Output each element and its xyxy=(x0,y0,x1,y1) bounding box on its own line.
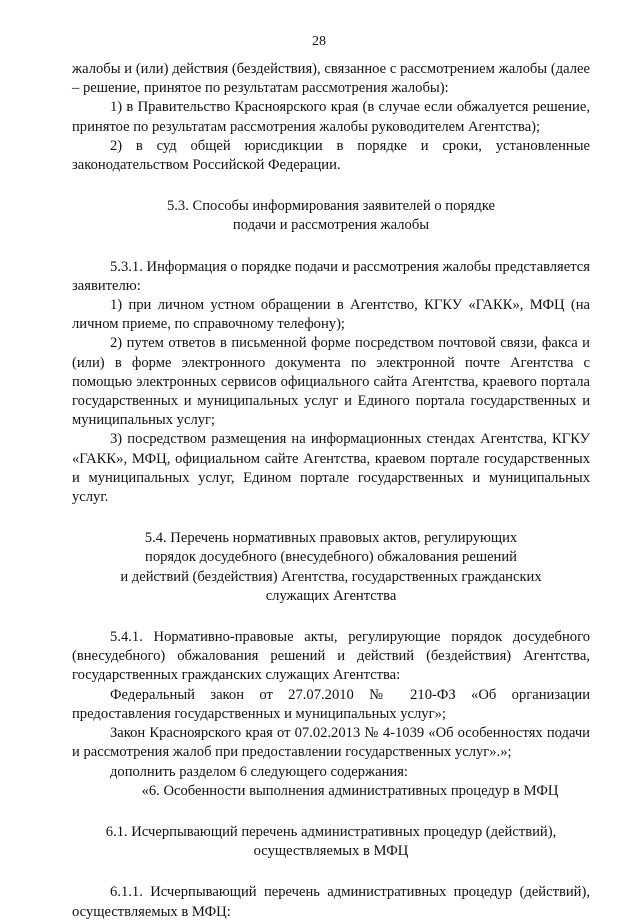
heading-line: 5.3. Способы информирования заявителей о порядке xyxy=(166,198,496,215)
list-item: 1) при личном устном обращении в Агентство, КГКУ «ГАКК», МФЦ (на личном приеме, по справочному телефону); xyxy=(72,297,590,333)
paragraph: Федеральный закон от 27.07.2010 № 210-ФЗ «Об организации предоставления государственных и муниципальных услуг»; xyxy=(72,686,590,722)
heading-line: порядок досудебного (внесудебного) обжалования решений xyxy=(145,549,517,566)
heading-line: и действий (бездействия) Агентства, государственных гражданских xyxy=(120,568,542,585)
list-item: 3) посредством размещения на информационных стендах Агентства, КГКУ «ГАКК», МФЦ, официальном сайте Агентства, краевом портале государственных и муниципальных услуг, Едином портале государственных и муниципальных услуг. xyxy=(72,431,590,506)
paragraph: дополнить разделом 6 следующего содержания: xyxy=(110,763,408,780)
section-heading-6-1 xyxy=(72,823,590,861)
paragraph: 5.3.1. Информация о порядке подачи и рассмотрения жалобы представляется заявителю: xyxy=(72,258,590,294)
page-number: 28 xyxy=(312,34,326,49)
list-item: 2) путем ответов в письменной форме посредством почтовой связи, факса и (или) в форме электронного документа по электронной почте Агентства с помощью электронных сервисов официального сайта Агентства, краевого портала государственных и муниципальных услуг и Единого портала государственных и муниципальных услуг; xyxy=(72,335,590,429)
heading-line: 5.4. Перечень нормативных правовых актов, регулирующих xyxy=(144,530,518,547)
section-heading-5-3 xyxy=(72,197,590,235)
heading-line: подачи и рассмотрения жалобы xyxy=(232,217,430,234)
paragraph: жалобы и (или) действия (бездействия), связанное с рассмотрением жалобы (далее – решение, принятое по результатам рассмотрения жалобы): xyxy=(72,61,590,97)
paragraph: 6.1.1. Исчерпывающий перечень административных процедур (действий), осуществляемых в МФЦ: xyxy=(72,884,590,920)
document-body xyxy=(72,60,590,922)
heading-line: 6.1. Исчерпывающий перечень административных процедур (действий), xyxy=(105,823,557,840)
section-heading-5-4 xyxy=(72,529,590,606)
paragraph: 5.4.1. Нормативно-правовые акты, регулирующие порядок досудебного (внесудебного) обжалования решений и действий (бездействия) Агентства, государственных гражданских служащих Агентства: xyxy=(72,629,590,684)
list-item: 2) в суд общей юрисдикции в порядке и сроки, установленные законодательством Российской Федерации. xyxy=(72,137,590,174)
heading-line: служащих Агентства xyxy=(265,587,397,604)
paragraph: Закон Красноярского края от 07.02.2013 № 4-1039 «Об особенностях подачи и рассмотрения жалоб при предоставлении государственных услуг».»; xyxy=(72,725,590,761)
section-6-title: «6. Особенности выполнения административных процедур в МФЦ xyxy=(141,782,559,799)
heading-line: осуществляемых в МФЦ xyxy=(253,843,409,860)
list-item: 1) в Правительство Красноярского края (в случае если обжалуется решение, принятое по результатам рассмотрения жалобы руководителем Агентства); xyxy=(72,99,590,135)
